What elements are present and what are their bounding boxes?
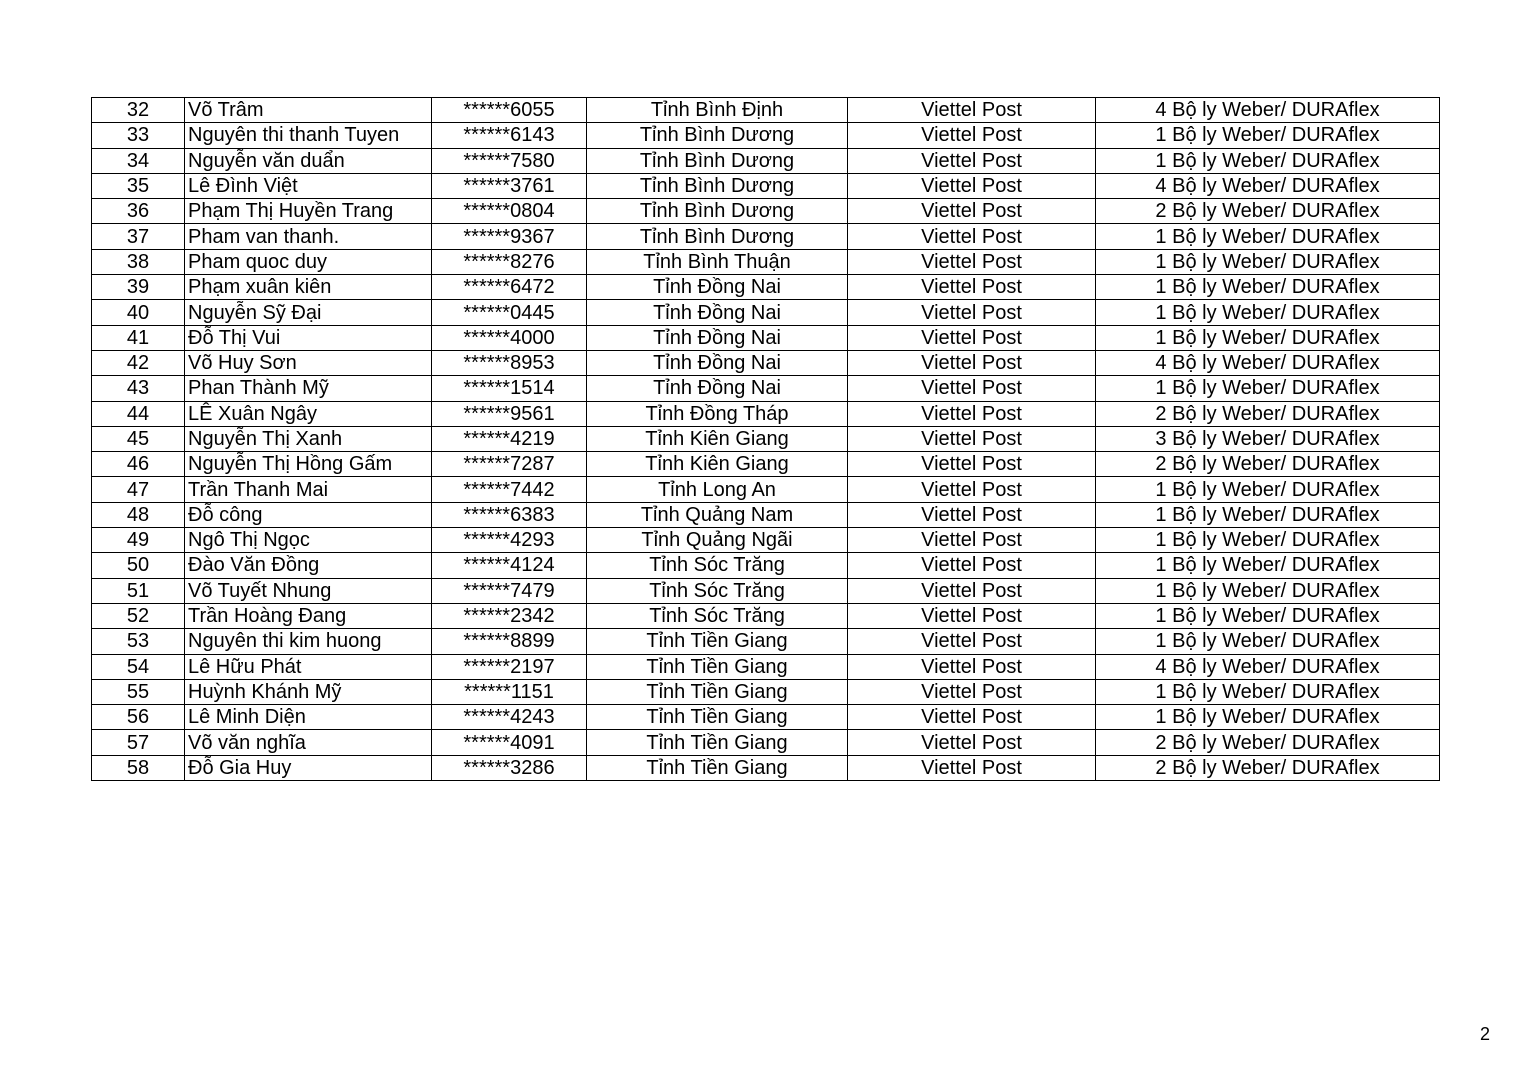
customer-name-cell: Nguyễn Sỹ Đại (185, 300, 432, 325)
prize-cell: 1 Bộ ly Weber/ DURAflex (1096, 249, 1440, 274)
row-number-cell: 45 (92, 426, 185, 451)
province-cell: Tỉnh Quảng Nam (587, 502, 848, 527)
table-row (92, 249, 1440, 274)
phone-number-cell: ******6472 (432, 275, 587, 300)
row-number-cell: 44 (92, 401, 185, 426)
customer-name-cell: Nguyên thi thanh Tuyen (185, 123, 432, 148)
table-row (92, 654, 1440, 679)
row-number-cell: 33 (92, 123, 185, 148)
customer-name-cell: Đỗ Thị Vui (185, 325, 432, 350)
row-number-cell: 52 (92, 603, 185, 628)
prize-cell: 1 Bộ ly Weber/ DURAflex (1096, 148, 1440, 173)
phone-number-cell: ******7287 (432, 452, 587, 477)
prize-cell: 4 Bộ ly Weber/ DURAflex (1096, 98, 1440, 123)
table-row (92, 553, 1440, 578)
table-row (92, 98, 1440, 123)
province-cell: Tỉnh Tiền Giang (587, 730, 848, 755)
phone-number-cell: ******8276 (432, 249, 587, 274)
province-cell: Tỉnh Bình Dương (587, 199, 848, 224)
carrier-cell: Viettel Post (848, 148, 1096, 173)
carrier-cell: Viettel Post (848, 173, 1096, 198)
customer-name-cell: Phan Thành Mỹ (185, 376, 432, 401)
table-row (92, 502, 1440, 527)
table-row (92, 603, 1440, 628)
carrier-cell: Viettel Post (848, 325, 1096, 350)
province-cell: Tỉnh Đồng Nai (587, 275, 848, 300)
table-row (92, 578, 1440, 603)
customer-name-cell: Phạm xuân kiên (185, 275, 432, 300)
prize-cell: 1 Bộ ly Weber/ DURAflex (1096, 502, 1440, 527)
prize-cell: 1 Bộ ly Weber/ DURAflex (1096, 528, 1440, 553)
prize-cell: 2 Bộ ly Weber/ DURAflex (1096, 730, 1440, 755)
table-row (92, 173, 1440, 198)
prize-cell: 1 Bộ ly Weber/ DURAflex (1096, 275, 1440, 300)
table-row (92, 730, 1440, 755)
province-cell: Tỉnh Đồng Nai (587, 376, 848, 401)
phone-number-cell: ******9561 (432, 401, 587, 426)
phone-number-cell: ******6143 (432, 123, 587, 148)
prize-cell: 1 Bộ ly Weber/ DURAflex (1096, 679, 1440, 704)
table-row (92, 224, 1440, 249)
customer-name-cell: Phạm Thị Huyền Trang (185, 199, 432, 224)
row-number-cell: 49 (92, 528, 185, 553)
table-row (92, 275, 1440, 300)
prize-cell: 1 Bộ ly Weber/ DURAflex (1096, 705, 1440, 730)
prize-cell: 2 Bộ ly Weber/ DURAflex (1096, 755, 1440, 780)
phone-number-cell: ******4124 (432, 553, 587, 578)
customer-name-cell: Lê Hữu Phát (185, 654, 432, 679)
prize-cell: 2 Bộ ly Weber/ DURAflex (1096, 199, 1440, 224)
page-number: 2 (1479, 1024, 1490, 1044)
table-row (92, 705, 1440, 730)
phone-number-cell: ******3761 (432, 173, 587, 198)
carrier-cell: Viettel Post (848, 679, 1096, 704)
province-cell: Tỉnh Tiền Giang (587, 654, 848, 679)
phone-number-cell: ******0804 (432, 199, 587, 224)
phone-number-cell: ******4219 (432, 426, 587, 451)
province-cell: Tỉnh Đồng Nai (587, 325, 848, 350)
phone-number-cell: ******7442 (432, 477, 587, 502)
row-number-cell: 40 (92, 300, 185, 325)
province-cell: Tỉnh Tiền Giang (587, 629, 848, 654)
province-cell: Tỉnh Bình Dương (587, 123, 848, 148)
phone-number-cell: ******8953 (432, 350, 587, 375)
carrier-cell: Viettel Post (848, 452, 1096, 477)
customer-name-cell: Nguyễn văn duẩn (185, 148, 432, 173)
row-number-cell: 32 (92, 98, 185, 123)
carrier-cell: Viettel Post (848, 477, 1096, 502)
row-number-cell: 39 (92, 275, 185, 300)
table-row (92, 350, 1440, 375)
customer-name-cell: Trần Hoàng Đang (185, 603, 432, 628)
carrier-cell: Viettel Post (848, 730, 1096, 755)
table-row (92, 325, 1440, 350)
carrier-cell: Viettel Post (848, 553, 1096, 578)
province-cell: Tỉnh Đồng Nai (587, 350, 848, 375)
carrier-cell: Viettel Post (848, 350, 1096, 375)
prize-cell: 4 Bộ ly Weber/ DURAflex (1096, 654, 1440, 679)
customer-name-cell: Pham quoc duy (185, 249, 432, 274)
carrier-cell: Viettel Post (848, 300, 1096, 325)
customer-name-cell: Võ Trâm (185, 98, 432, 123)
table-row (92, 376, 1440, 401)
table-row (92, 452, 1440, 477)
customer-name-cell: Võ Huy Sơn (185, 350, 432, 375)
carrier-cell: Viettel Post (848, 224, 1096, 249)
table-row (92, 401, 1440, 426)
row-number-cell: 54 (92, 654, 185, 679)
winners-table (91, 97, 1440, 781)
prize-cell: 1 Bộ ly Weber/ DURAflex (1096, 376, 1440, 401)
customer-name-cell: Đỗ công (185, 502, 432, 527)
province-cell: Tỉnh Sóc Trăng (587, 553, 848, 578)
row-number-cell: 41 (92, 325, 185, 350)
row-number-cell: 37 (92, 224, 185, 249)
prize-cell: 1 Bộ ly Weber/ DURAflex (1096, 325, 1440, 350)
prize-cell: 1 Bộ ly Weber/ DURAflex (1096, 553, 1440, 578)
province-cell: Tỉnh Long An (587, 477, 848, 502)
prize-cell: 1 Bộ ly Weber/ DURAflex (1096, 603, 1440, 628)
prize-cell: 2 Bộ ly Weber/ DURAflex (1096, 452, 1440, 477)
phone-number-cell: ******9367 (432, 224, 587, 249)
table-row (92, 148, 1440, 173)
customer-name-cell: LÊ Xuân Ngây (185, 401, 432, 426)
phone-number-cell: ******4000 (432, 325, 587, 350)
carrier-cell: Viettel Post (848, 755, 1096, 780)
prize-cell: 1 Bộ ly Weber/ DURAflex (1096, 224, 1440, 249)
phone-number-cell: ******1514 (432, 376, 587, 401)
phone-number-cell: ******7580 (432, 148, 587, 173)
province-cell: Tỉnh Kiên Giang (587, 452, 848, 477)
row-number-cell: 57 (92, 730, 185, 755)
table-row (92, 755, 1440, 780)
phone-number-cell: ******6383 (432, 502, 587, 527)
phone-number-cell: ******6055 (432, 98, 587, 123)
province-cell: Tỉnh Đồng Tháp (587, 401, 848, 426)
row-number-cell: 48 (92, 502, 185, 527)
carrier-cell: Viettel Post (848, 654, 1096, 679)
prize-cell: 1 Bộ ly Weber/ DURAflex (1096, 629, 1440, 654)
prize-cell: 4 Bộ ly Weber/ DURAflex (1096, 173, 1440, 198)
row-number-cell: 55 (92, 679, 185, 704)
customer-name-cell: Ngô Thị Ngọc (185, 528, 432, 553)
phone-number-cell: ******4243 (432, 705, 587, 730)
carrier-cell: Viettel Post (848, 249, 1096, 274)
carrier-cell: Viettel Post (848, 502, 1096, 527)
carrier-cell: Viettel Post (848, 376, 1096, 401)
table-row (92, 679, 1440, 704)
province-cell: Tỉnh Sóc Trăng (587, 603, 848, 628)
row-number-cell: 36 (92, 199, 185, 224)
customer-name-cell: Lê Minh Diện (185, 705, 432, 730)
table-row (92, 629, 1440, 654)
province-cell: Tỉnh Quảng Ngãi (587, 528, 848, 553)
phone-number-cell: ******7479 (432, 578, 587, 603)
phone-number-cell: ******8899 (432, 629, 587, 654)
province-cell: Tỉnh Tiền Giang (587, 679, 848, 704)
customer-name-cell: Lê Đình Việt (185, 173, 432, 198)
carrier-cell: Viettel Post (848, 275, 1096, 300)
customer-name-cell: Nguyên thi kim huong (185, 629, 432, 654)
province-cell: Tỉnh Bình Định (587, 98, 848, 123)
phone-number-cell: ******3286 (432, 755, 587, 780)
row-number-cell: 43 (92, 376, 185, 401)
province-cell: Tỉnh Tiền Giang (587, 755, 848, 780)
row-number-cell: 58 (92, 755, 185, 780)
carrier-cell: Viettel Post (848, 199, 1096, 224)
row-number-cell: 56 (92, 705, 185, 730)
province-cell: Tỉnh Sóc Trăng (587, 578, 848, 603)
table-row (92, 426, 1440, 451)
row-number-cell: 35 (92, 173, 185, 198)
province-cell: Tỉnh Đồng Nai (587, 300, 848, 325)
row-number-cell: 34 (92, 148, 185, 173)
carrier-cell: Viettel Post (848, 629, 1096, 654)
row-number-cell: 53 (92, 629, 185, 654)
table-row (92, 477, 1440, 502)
province-cell: Tỉnh Kiên Giang (587, 426, 848, 451)
phone-number-cell: ******2197 (432, 654, 587, 679)
customer-name-cell: Đào Văn Đồng (185, 553, 432, 578)
province-cell: Tỉnh Bình Dương (587, 224, 848, 249)
province-cell: Tỉnh Bình Thuận (587, 249, 848, 274)
carrier-cell: Viettel Post (848, 603, 1096, 628)
customer-name-cell: Nguyễn Thị Xanh (185, 426, 432, 451)
province-cell: Tỉnh Bình Dương (587, 173, 848, 198)
row-number-cell: 51 (92, 578, 185, 603)
carrier-cell: Viettel Post (848, 578, 1096, 603)
phone-number-cell: ******4293 (432, 528, 587, 553)
table-row (92, 123, 1440, 148)
province-cell: Tỉnh Bình Dương (587, 148, 848, 173)
customer-name-cell: Huỳnh Khánh Mỹ (185, 679, 432, 704)
prize-cell: 1 Bộ ly Weber/ DURAflex (1096, 578, 1440, 603)
customer-name-cell: Đỗ Gia Huy (185, 755, 432, 780)
carrier-cell: Viettel Post (848, 528, 1096, 553)
customer-name-cell: Trần Thanh Mai (185, 477, 432, 502)
phone-number-cell: ******4091 (432, 730, 587, 755)
row-number-cell: 38 (92, 249, 185, 274)
winners-table-body (92, 98, 1440, 781)
row-number-cell: 46 (92, 452, 185, 477)
row-number-cell: 47 (92, 477, 185, 502)
carrier-cell: Viettel Post (848, 98, 1096, 123)
province-cell: Tỉnh Tiền Giang (587, 705, 848, 730)
customer-name-cell: Nguyễn Thị Hồng Gấm (185, 452, 432, 477)
prize-cell: 4 Bộ ly Weber/ DURAflex (1096, 350, 1440, 375)
table-row (92, 528, 1440, 553)
row-number-cell: 50 (92, 553, 185, 578)
row-number-cell: 42 (92, 350, 185, 375)
table-row (92, 300, 1440, 325)
customer-name-cell: Võ Tuyết Nhung (185, 578, 432, 603)
customer-name-cell: Pham van thanh. (185, 224, 432, 249)
carrier-cell: Viettel Post (848, 426, 1096, 451)
phone-number-cell: ******2342 (432, 603, 587, 628)
prize-cell: 3 Bộ ly Weber/ DURAflex (1096, 426, 1440, 451)
carrier-cell: Viettel Post (848, 401, 1096, 426)
phone-number-cell: ******1151 (432, 679, 587, 704)
prize-cell: 1 Bộ ly Weber/ DURAflex (1096, 477, 1440, 502)
customer-name-cell: Võ văn nghĩa (185, 730, 432, 755)
carrier-cell: Viettel Post (848, 705, 1096, 730)
table-row (92, 199, 1440, 224)
prize-cell: 1 Bộ ly Weber/ DURAflex (1096, 123, 1440, 148)
prize-cell: 1 Bộ ly Weber/ DURAflex (1096, 300, 1440, 325)
carrier-cell: Viettel Post (848, 123, 1096, 148)
phone-number-cell: ******0445 (432, 300, 587, 325)
prize-cell: 2 Bộ ly Weber/ DURAflex (1096, 401, 1440, 426)
